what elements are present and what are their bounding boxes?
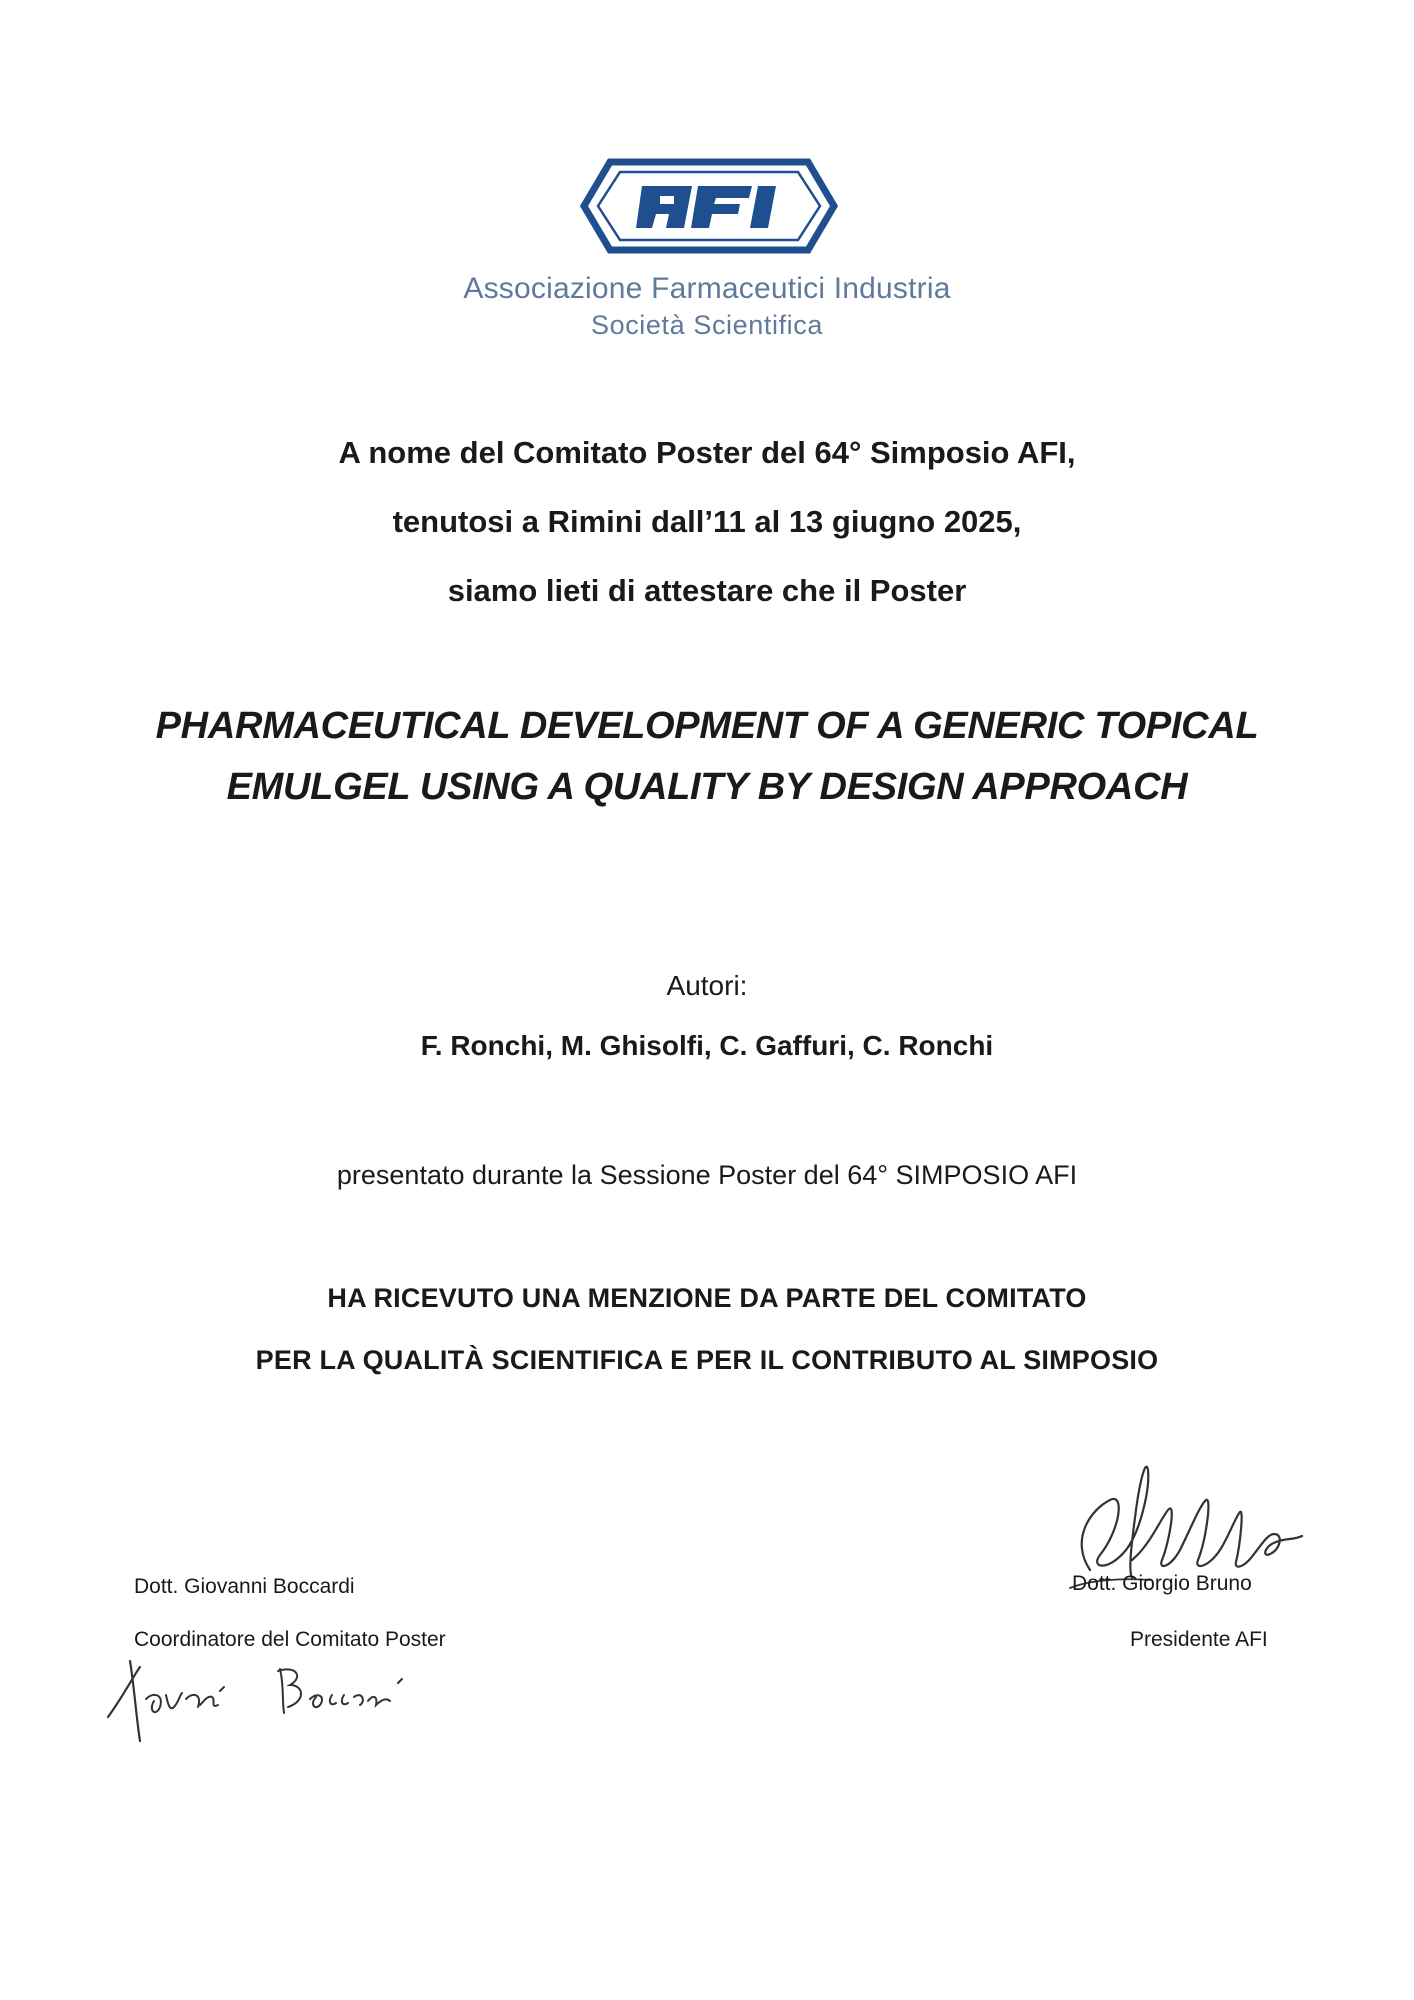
signature-giovanni-boccardi <box>104 1655 434 1745</box>
right-signatory-role: Presidente AFI <box>1130 1628 1268 1651</box>
poster-title: PHARMACEUTICAL DEVELOPMENT OF A GENERIC TOPICAL EMULGEL USING A QUALITY BY DESIGN APPROACH <box>155 705 1259 808</box>
organization-subtitle: Società Scientifica <box>590 310 823 340</box>
left-signatory-name: Dott. Giovanni Boccardi <box>134 1575 355 1598</box>
intro-line-2: tenutosi a Rimini dall’11 al 13 giugno 2025, <box>392 504 1022 539</box>
organization-name: Associazione Farmaceutici Industria <box>463 272 951 305</box>
mention-line-2: PER LA QUALITÀ SCIENTIFICA E PER IL CONTRIBUTO AL SIMPOSIO <box>255 1345 1159 1375</box>
right-signatory-name: Dott. Giorgio Bruno <box>1072 1572 1252 1595</box>
authors-names: F. Ronchi, M. Ghisolfi, C. Gaffuri, C. Ronchi <box>420 1030 994 1061</box>
presented-statement: presentato durante la Sessione Poster del 64° SIMPOSIO AFI <box>336 1160 1078 1190</box>
mention-line-1: HA RICEVUTO UNA MENZIONE DA PARTE DEL COMITATO <box>327 1283 1087 1313</box>
intro-line-1: A nome del Comitato Poster del 64° Simposio AFI, <box>338 435 1076 470</box>
afi-logo-icon <box>580 158 838 254</box>
left-signatory-role: Coordinatore del Comitato Poster <box>134 1628 446 1651</box>
authors-label: Autori: <box>666 970 748 1001</box>
intro-line-3: siamo lieti di attestare che il Poster <box>447 573 967 608</box>
